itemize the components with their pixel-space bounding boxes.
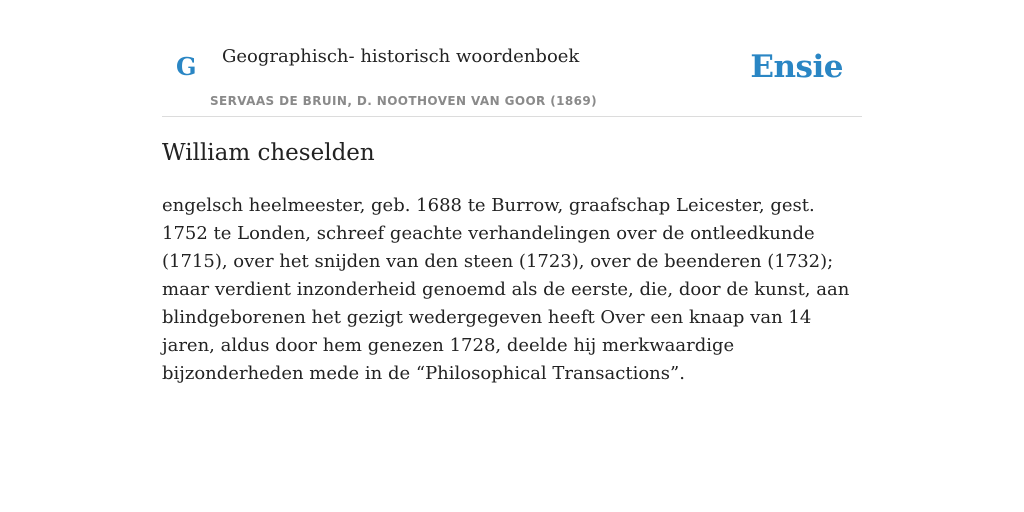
ensie-logo-link[interactable]: Ensie bbox=[750, 49, 843, 85]
book-header bbox=[162, 0, 862, 117]
book-authors: SERVAAS DE BRUIN, D. NOOTHOVEN VAN GOOR (1869) bbox=[210, 94, 598, 108]
book-letter-badge[interactable]: G bbox=[176, 52, 197, 81]
entry-title: William cheselden bbox=[162, 140, 375, 166]
entry-body: engelsch heelmeester, geb. 1688 te Burrow, graafschap Leicester, gest. 1752 te Londen, schreef geachte verhandelingen over de ontleedkunde (1715), over het snijden van den steen (1723), over de beenderen (1732); maar verdient inzonderheid genoemd als de eerste, die, door de kunst, aan blindgeborenen het gezigt wedergegeven heeft Over een knaap van 14 jaren, aldus door hem genezen 1728, deelde hij merkwaardige bijzonderheden mede in de “Philosophical Transactions”. bbox=[162, 195, 850, 384]
book-title-link[interactable]: Geographisch- historisch woordenboek bbox=[222, 46, 580, 67]
